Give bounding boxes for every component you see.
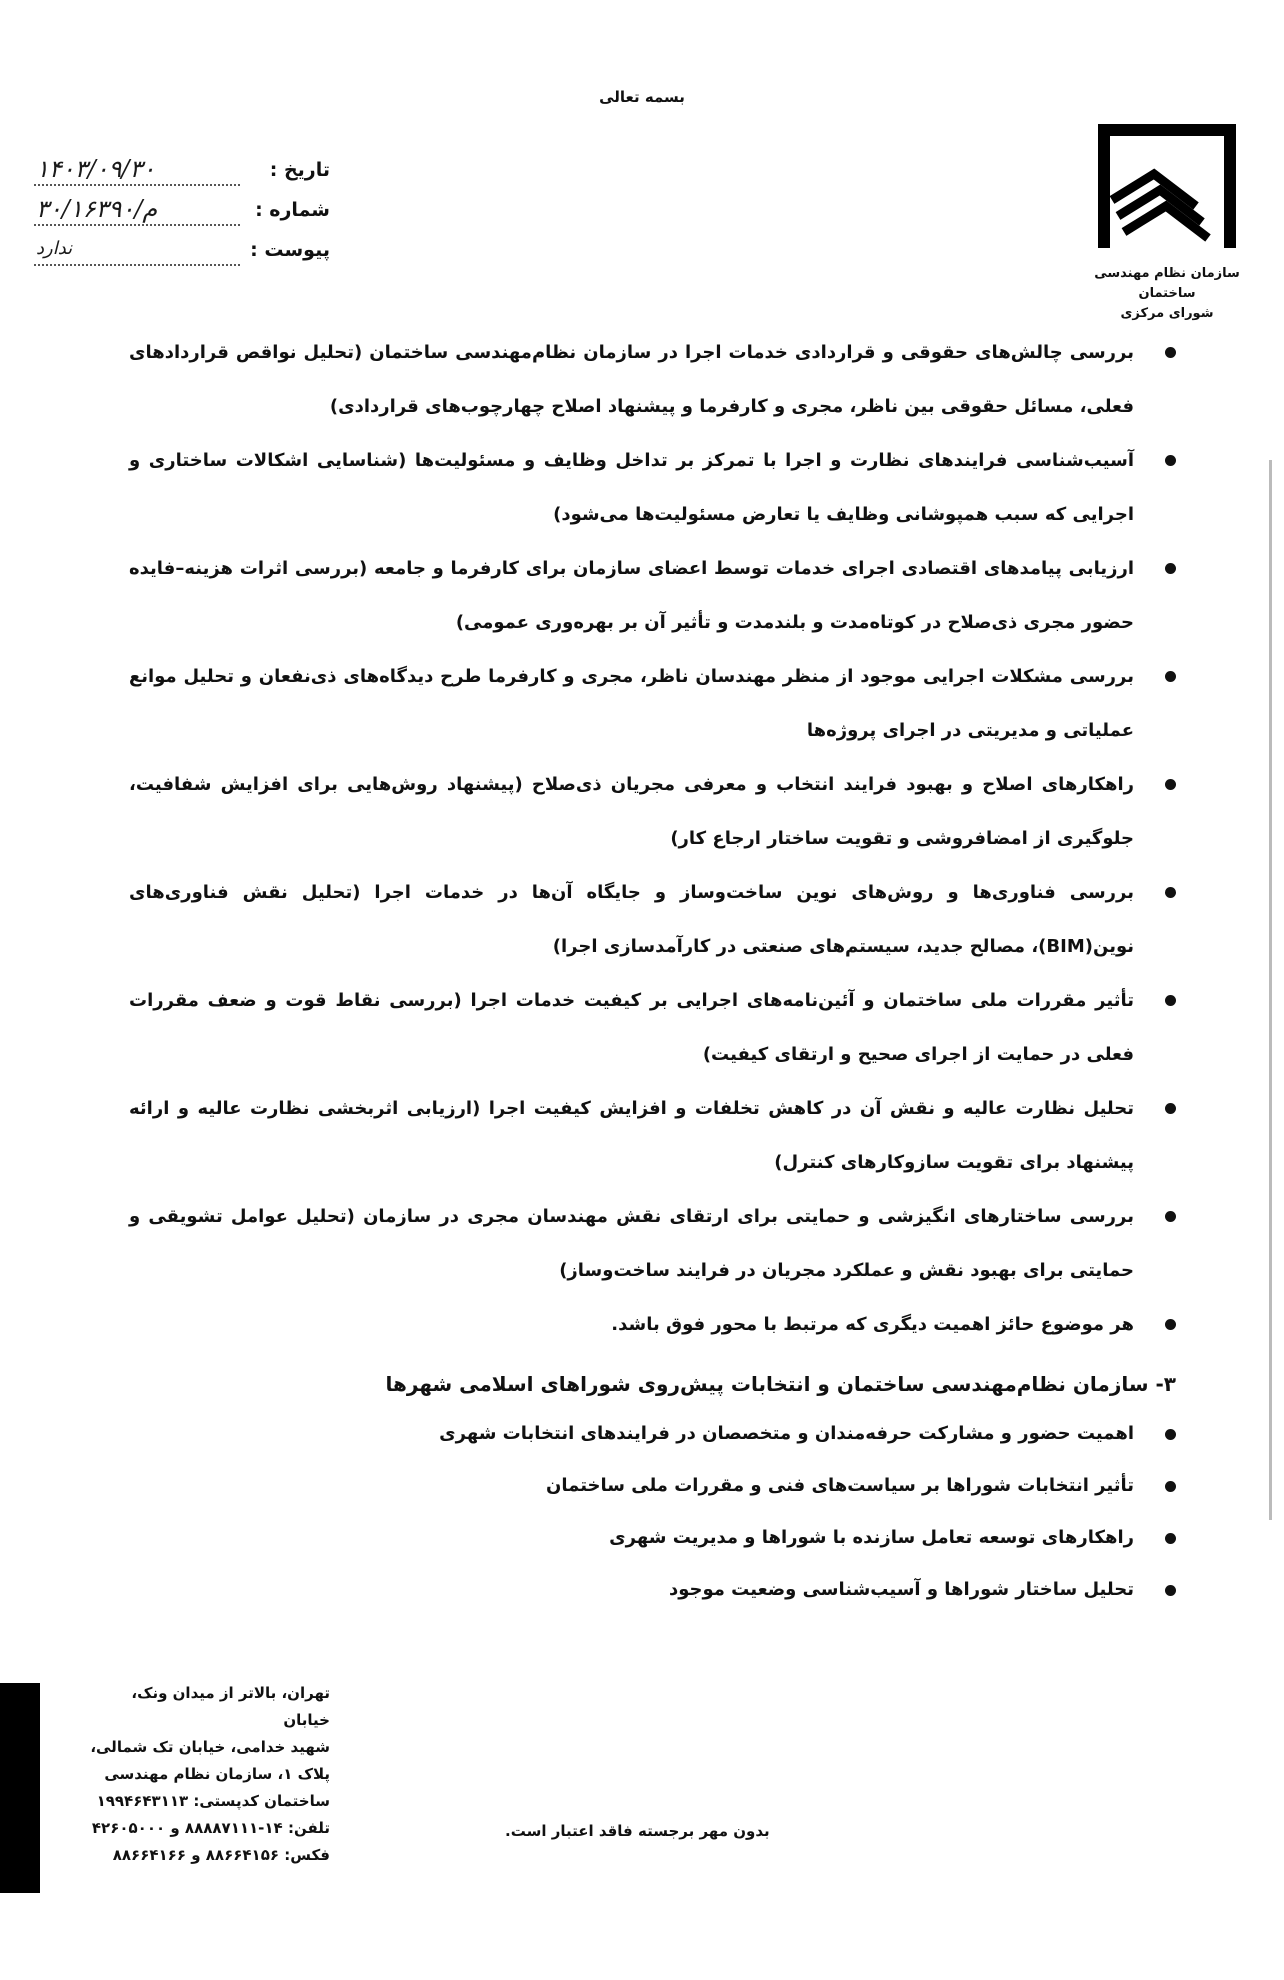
stamp-validity-note: بدون مهر برجسته فاقد اعتبار است. [505, 1822, 770, 1840]
bullet-dot-icon [1165, 1319, 1176, 1330]
bullet-dot-icon [1165, 1585, 1176, 1596]
letter-body [129, 326, 1176, 1616]
list-item: ارزیابی پیامدهای اقتصادی اجرای خدمات توسط اعضای سازمان برای کارفرما و جامعه (بررسی اثرات هزینه–فایده حضور مجری ذی‌صلاح در کوتاه‌مدت و بلندمدت و تأثیر آن بر بهره‌وری عمومی) [129, 542, 1134, 650]
list-item: هر موضوع حائز اهمیت دیگری که مرتبط با محور فوق باشد. [129, 1298, 1134, 1352]
organization-logo-icon [1092, 118, 1242, 258]
list-item: بررسی چالش‌های حقوقی و قراردادی خدمات اجرا در سازمان نظام‌مهندسی ساختمان (تحلیل نواقص قراردادهای فعلی، مسائل حقوقی بین ناظر، مجری و کارفرما و پیشنهاد اصلاح چهارچوب‌های قراردادی) [129, 326, 1134, 434]
list-item: اهمیت حضور و مشارکت حرفه‌مندان و متخصصان در فرایندهای انتخابات شهری [129, 1408, 1134, 1460]
bullet-dot-icon [1165, 1429, 1176, 1440]
margin-line [1269, 460, 1272, 1520]
date-row [30, 150, 330, 190]
number-row [30, 190, 330, 230]
list-item: تحلیل ساختار شوراها و آسیب‌شناسی وضعیت موجود [129, 1564, 1134, 1616]
list-item: راهکارهای اصلاح و بهبود فرایند انتخاب و معرفی مجریان ذی‌صلاح (پیشنهاد روش‌هایی برای افزایش شفافیت، جلوگیری از امضافروشی و تقویت ساختار ارجاع کار) [129, 758, 1134, 866]
bullet-dot-icon [1165, 563, 1176, 574]
list-item: بررسی فناوری‌ها و روش‌های نوین ساخت‌وساز و جایگاه آن‌ها در خدمات اجرا (تحلیل نقش فناوری‌های نوین(BIM)، مصالح جدید، سیستم‌های صنعتی در کارآمدسازی اجرا) [129, 866, 1134, 974]
bullet-dot-icon [1165, 347, 1176, 358]
footer-address [90, 1680, 330, 1869]
bullet-dot-icon [1165, 1103, 1176, 1114]
list-item: راهکارهای توسعه تعامل سازنده با شوراها و مدیریت شهری [129, 1512, 1134, 1564]
bullet-dot-icon [1165, 887, 1176, 898]
address-line: تهران، بالاتر از میدان ونک، خیابان [131, 1684, 330, 1729]
address-line: شهید خدامی، خیابان تک شمالی، [90, 1738, 330, 1756]
date-value: ۱۴۰۳/۰۹/۳۰ [34, 154, 240, 186]
list-item: بررسی مشکلات اجرایی موجود از منظر مهندسان ناظر، مجری و کارفرما طرح دیدگاه‌های ذی‌نفعان و تحلیل موانع عملیاتی و مدیریتی در اجرای پروژه‌ها [129, 650, 1134, 758]
bullet-dot-icon [1165, 779, 1176, 790]
bullet-dot-icon [1165, 671, 1176, 682]
address-line: تلفن: ۱۴-۸۸۸۸۷۱۱۱ و ۴۲۶۰۵۰۰۰ [91, 1819, 330, 1837]
invocation-text: بسمه تعالی [599, 88, 685, 106]
bullet-dot-icon [1165, 455, 1176, 466]
address-line: پلاک ۱، سازمان نظام مهندسی [104, 1765, 330, 1783]
number-label: شماره : [255, 199, 330, 221]
list-item: آسیب‌شناسی فرایندهای نظارت و اجرا با تمرکز بر تداخل وظایف و مسئولیت‌ها (شناسایی اشکالات ساختاری و اجرایی که سبب همپوشانی وظایف یا تعارض مسئولیت‌ها می‌شود) [129, 434, 1134, 542]
attachment-value: ندارد [34, 234, 240, 266]
logo-org-name: سازمان نظام مهندسی ساختمان [1094, 266, 1240, 301]
address-line: فکس: ۸۸۶۶۴۱۵۶ و ۸۸۶۶۴۱۶۶ [112, 1846, 330, 1864]
list-item: تأثیر مقررات ملی ساختمان و آئین‌نامه‌های اجرایی بر کیفیت خدمات اجرا (بررسی نقاط قوت و ضعف مقررات فعلی در حمایت از اجرای صحیح و ارتقای کیفیت) [129, 974, 1134, 1082]
address-line: ساختمان کدپستی: ۱۹۹۴۶۴۳۱۱۳ [96, 1792, 330, 1810]
list-item: تحلیل نظارت عالیه و نقش آن در کاهش تخلفات و افزایش کیفیت اجرا (ارزیابی اثربخشی نظارت عالیه و ارائه پیشنهاد برای تقویت سازوکارهای کنترل) [129, 1082, 1134, 1190]
list-item: بررسی ساختارهای انگیزشی و حمایتی برای ارتقای نقش مهندسان مجری در سازمان (تحلیل عوامل تشویقی و حمایتی برای بهبود نقش و عملکرد مجریان در فرایند ساخت‌وساز) [129, 1190, 1134, 1298]
scan-edge-bar [0, 1683, 40, 1893]
section-3 [171, 1360, 1176, 1408]
bullet-dot-icon [1165, 1533, 1176, 1544]
section-3-list [129, 1408, 1134, 1616]
list-item: تأثیر انتخابات شوراها بر سیاست‌های فنی و مقررات ملی ساختمان [129, 1460, 1134, 1512]
date-label: تاریخ : [269, 159, 330, 181]
logo-council-name: شورای مرکزی [1120, 306, 1214, 321]
organization-logo [1092, 118, 1242, 324]
attachment-label: پیوست : [250, 239, 330, 261]
bullet-dot-icon [1165, 1211, 1176, 1222]
section-3-heading: ۳- سازمان نظام‌مهندسی ساختمان و انتخابات پیش‌روی شوراهای اسلامی شهرها [385, 1372, 1176, 1396]
letter-meta [30, 150, 330, 270]
bullet-dot-icon [1165, 995, 1176, 1006]
number-value: ۳۰/۱۶۳۹۰/م [34, 194, 240, 226]
attachment-row [30, 230, 330, 270]
bullet-dot-icon [1165, 1481, 1176, 1492]
